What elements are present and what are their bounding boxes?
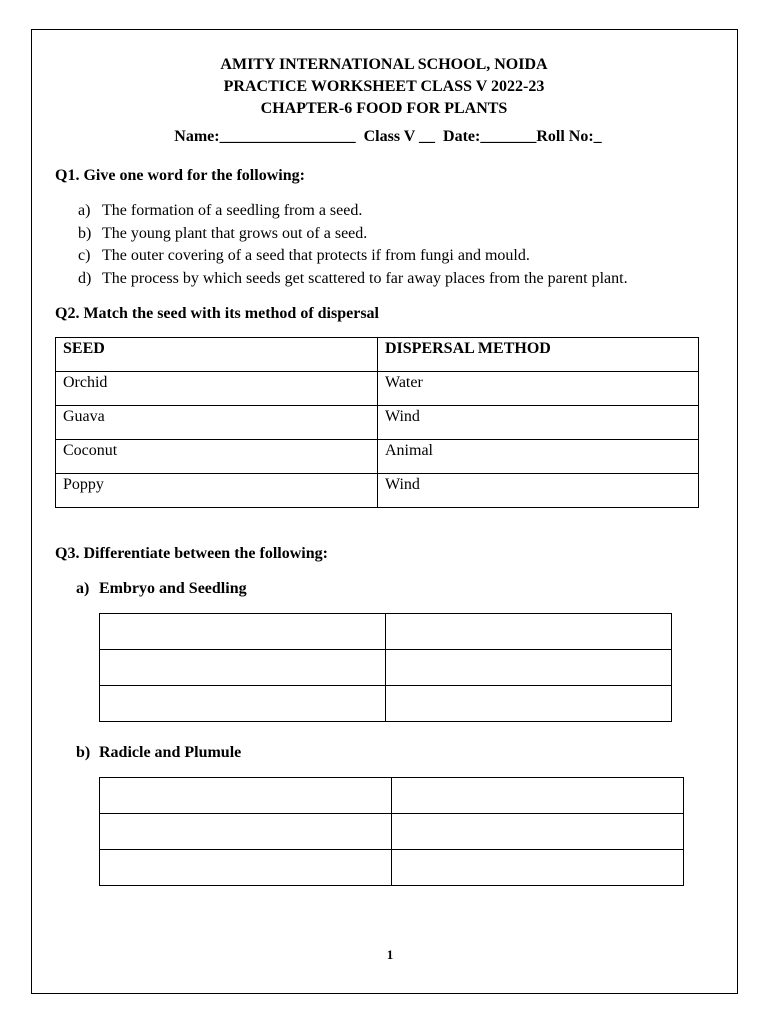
seed-cell: Orchid (56, 372, 378, 406)
answer-cell[interactable] (392, 814, 684, 850)
seed-cell: Coconut (56, 440, 378, 474)
header-cell-seed: SEED (56, 338, 378, 372)
seed-cell: Guava (56, 406, 378, 440)
table-row (100, 850, 684, 886)
list-item (78, 268, 628, 291)
seed-cell: Poppy (56, 474, 378, 508)
table-header-row (56, 338, 699, 372)
embryo-seedling-answer-table (99, 613, 672, 722)
question-1-number: Q1 (55, 167, 76, 184)
item-letter: c) (78, 247, 91, 265)
answer-cell[interactable] (100, 778, 392, 814)
method-cell: Animal (378, 440, 699, 474)
school-name: AMITY INTERNATIONAL SCHOOL, NOIDA (220, 56, 548, 73)
item-text: The outer covering of a seed that protects if from fungi and mould. (102, 247, 530, 265)
table-row (100, 686, 672, 722)
table-row (56, 406, 699, 440)
question-2-heading: Q2. Match the seed with its method of dispersal (55, 305, 379, 322)
question-1-text: . Give one word for the following: (75, 167, 305, 184)
worksheet-header (0, 54, 768, 120)
table-row (100, 650, 672, 686)
method-cell: Wind (378, 474, 699, 508)
part-letter: b) (76, 744, 91, 761)
table-row (100, 614, 672, 650)
question-3a-heading (76, 579, 247, 599)
item-letter: d) (78, 270, 92, 288)
part-letter: a) (76, 580, 90, 597)
question-1-heading (55, 166, 305, 186)
answer-cell[interactable] (100, 650, 386, 686)
answer-cell[interactable] (392, 850, 684, 886)
part-text: Embryo and Seedling (99, 580, 247, 597)
item-text: The process by which seeds get scattered to far away places from the parent plant. (102, 270, 628, 288)
list-item (78, 245, 628, 268)
table-row (100, 814, 684, 850)
item-text: The young plant that grows out of a seed. (102, 224, 368, 242)
method-cell: Water (378, 372, 699, 406)
table-row (56, 474, 699, 508)
header-cell-method: DISPERSAL METHOD (378, 338, 699, 372)
answer-cell[interactable] (386, 614, 672, 650)
answer-cell[interactable] (386, 686, 672, 722)
student-details-line: Name:_________________ Class V __ Date:_______Roll No:_ (174, 128, 602, 145)
chapter-title: CHAPTER-6 FOOD FOR PLANTS (260, 100, 508, 117)
question-1-list (78, 200, 628, 291)
question-3-heading: Q3. Differentiate between the following: (55, 545, 328, 562)
answer-cell[interactable] (386, 650, 672, 686)
part-text: Radicle and Plumule (99, 744, 242, 761)
table-row (100, 778, 684, 814)
answer-cell[interactable] (100, 686, 386, 722)
answer-cell[interactable] (392, 778, 684, 814)
answer-cell[interactable] (100, 614, 386, 650)
page-number: 1 (386, 947, 394, 962)
question-3b-heading (76, 743, 241, 763)
item-letter: b) (78, 224, 92, 242)
method-cell: Wind (378, 406, 699, 440)
table-row (56, 440, 699, 474)
item-text: The formation of a seedling from a seed. (102, 202, 363, 219)
table-row (56, 372, 699, 406)
seed-dispersal-table (55, 337, 699, 508)
list-item (78, 223, 628, 246)
worksheet-title: PRACTICE WORKSHEET CLASS V 2022-23 (223, 78, 545, 95)
answer-cell[interactable] (100, 850, 392, 886)
radicle-plumule-answer-table (99, 777, 684, 886)
item-letter: a) (78, 202, 91, 219)
answer-cell[interactable] (100, 814, 392, 850)
list-item (78, 200, 628, 223)
